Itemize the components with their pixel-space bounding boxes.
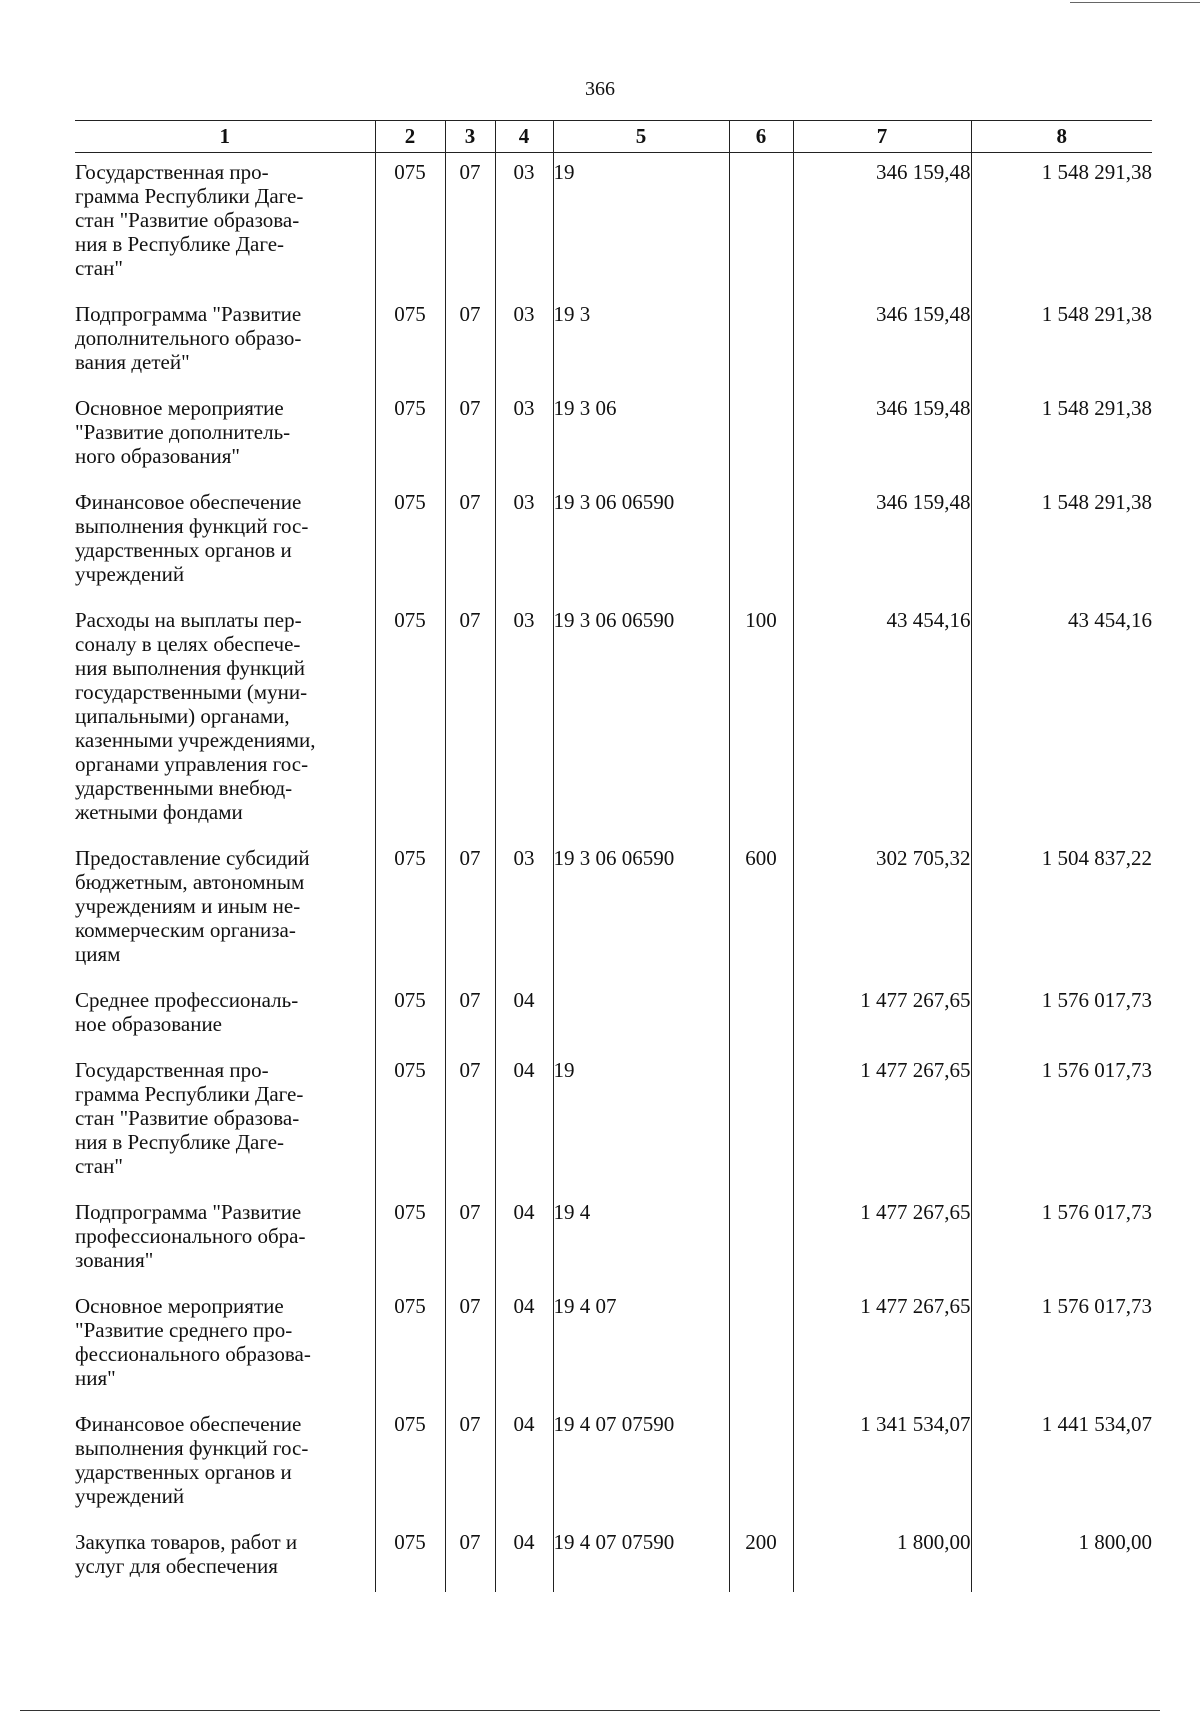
cell-section: 07 — [445, 152, 495, 294]
row-description: Подпрограмма "Развитие профессионального обра- зования" — [75, 1192, 375, 1286]
cell-amount-col8: 1 576 017,73 — [971, 1050, 1152, 1192]
cell-amount-col8: 1 548 291,38 — [971, 388, 1152, 482]
table-row — [75, 152, 1152, 294]
cell-ministry-code: 075 — [375, 482, 445, 600]
cell-amount-col8: 1 576 017,73 — [971, 1192, 1152, 1286]
column-header: 2 — [375, 120, 445, 152]
cell-expense-type — [729, 1192, 793, 1286]
cell-section: 07 — [445, 838, 495, 980]
cell-amount-col7: 1 341 534,07 — [793, 1404, 971, 1522]
cell-target-article: 19 3 06 06590 — [553, 838, 729, 980]
cell-section: 07 — [445, 1192, 495, 1286]
cell-subsection: 04 — [495, 1050, 553, 1192]
row-description: Финансовое обеспечение выполнения функций гос- ударственных органов и учреждений — [75, 1404, 375, 1522]
table-row — [75, 294, 1152, 388]
cell-expense-type — [729, 294, 793, 388]
row-description: Финансовое обеспечение выполнения функций гос- ударственных органов и учреждений — [75, 482, 375, 600]
header-row — [75, 120, 1152, 152]
row-description: Государственная про- грамма Республики Даге- стан "Развитие образова- ния в Республике Даге- стан" — [75, 152, 375, 294]
cell-ministry-code: 075 — [375, 152, 445, 294]
page-number: 366 — [585, 78, 615, 100]
cell-ministry-code: 075 — [375, 1192, 445, 1286]
cell-subsection: 03 — [495, 294, 553, 388]
cell-amount-col7: 346 159,48 — [793, 152, 971, 294]
table-row — [75, 1286, 1152, 1404]
cell-amount-col8: 1 548 291,38 — [971, 294, 1152, 388]
cell-ministry-code: 075 — [375, 600, 445, 838]
row-description: Среднее профессиональ- ное образование — [75, 980, 375, 1050]
cell-target-article: 19 3 06 — [553, 388, 729, 482]
cell-target-article: 19 4 — [553, 1192, 729, 1286]
cell-ministry-code: 075 — [375, 294, 445, 388]
table-row — [75, 482, 1152, 600]
cell-target-article: 19 — [553, 152, 729, 294]
cell-ministry-code: 075 — [375, 1286, 445, 1404]
cell-section: 07 — [445, 1286, 495, 1404]
cell-amount-col7: 1 477 267,65 — [793, 980, 971, 1050]
cell-amount-col8: 1 800,00 — [971, 1522, 1152, 1592]
column-header: 3 — [445, 120, 495, 152]
cell-target-article: 19 4 07 07590 — [553, 1522, 729, 1592]
column-header: 8 — [971, 120, 1152, 152]
cell-section: 07 — [445, 1522, 495, 1592]
column-header: 5 — [553, 120, 729, 152]
cell-subsection: 03 — [495, 482, 553, 600]
cell-ministry-code: 075 — [375, 1522, 445, 1592]
cell-ministry-code: 075 — [375, 980, 445, 1050]
table-row — [75, 1050, 1152, 1192]
cell-subsection: 04 — [495, 980, 553, 1050]
row-description: Расходы на выплаты пер- соналу в целях обеспече- ния выполнения функций государственными (муни- ципальными) органами, казенными учреждениями, органами управления гос- ударственными внебюд- жетными фондами — [75, 600, 375, 838]
cell-amount-col7: 346 159,48 — [793, 388, 971, 482]
cell-expense-type: 200 — [729, 1522, 793, 1592]
cell-amount-col8: 1 576 017,73 — [971, 1286, 1152, 1404]
row-description: Основное мероприятие "Развитие среднего про- фессионального образова- ния" — [75, 1286, 375, 1404]
cell-amount-col8: 1 441 534,07 — [971, 1404, 1152, 1522]
cell-amount-col8: 1 548 291,38 — [971, 152, 1152, 294]
cell-target-article: 19 3 — [553, 294, 729, 388]
budget-table — [75, 120, 1152, 1592]
cell-target-article: 19 3 06 06590 — [553, 482, 729, 600]
cell-amount-col7: 1 477 267,65 — [793, 1050, 971, 1192]
cell-amount-col7: 1 800,00 — [793, 1522, 971, 1592]
cell-target-article — [553, 980, 729, 1050]
header-divider — [75, 152, 1152, 153]
table-row — [75, 388, 1152, 482]
cell-section: 07 — [445, 1050, 495, 1192]
cell-expense-type — [729, 152, 793, 294]
table-row — [75, 1522, 1152, 1592]
table-row — [75, 1404, 1152, 1522]
cell-section: 07 — [445, 294, 495, 388]
cell-expense-type — [729, 1404, 793, 1522]
cell-expense-type — [729, 482, 793, 600]
cell-expense-type — [729, 980, 793, 1050]
cell-section: 07 — [445, 482, 495, 600]
cell-subsection: 04 — [495, 1286, 553, 1404]
cell-amount-col8: 1 576 017,73 — [971, 980, 1152, 1050]
cell-subsection: 04 — [495, 1192, 553, 1286]
cell-amount-col7: 43 454,16 — [793, 600, 971, 838]
cell-ministry-code: 075 — [375, 388, 445, 482]
table-row — [75, 1192, 1152, 1286]
cell-target-article: 19 4 07 07590 — [553, 1404, 729, 1522]
column-header: 6 — [729, 120, 793, 152]
cell-ministry-code: 075 — [375, 1050, 445, 1192]
cell-subsection: 03 — [495, 600, 553, 838]
cell-expense-type: 600 — [729, 838, 793, 980]
row-description: Государственная про- грамма Республики Даге- стан "Развитие образова- ния в Республике Даге- стан" — [75, 1050, 375, 1192]
column-header: 1 — [75, 120, 375, 152]
cell-section: 07 — [445, 388, 495, 482]
scan-edge-mark — [1070, 2, 1200, 3]
cell-subsection: 03 — [495, 388, 553, 482]
cell-section: 07 — [445, 1404, 495, 1522]
row-description: Основное мероприятие "Развитие дополнитель- ного образования" — [75, 388, 375, 482]
cell-subsection: 03 — [495, 838, 553, 980]
table-top-rule — [75, 120, 1152, 121]
cell-ministry-code: 075 — [375, 838, 445, 980]
cell-amount-col7: 346 159,48 — [793, 294, 971, 388]
cell-section: 07 — [445, 980, 495, 1050]
cell-amount-col7: 1 477 267,65 — [793, 1286, 971, 1404]
cell-target-article: 19 3 06 06590 — [553, 600, 729, 838]
cell-expense-type — [729, 388, 793, 482]
cell-section: 07 — [445, 600, 495, 838]
cell-amount-col7: 1 477 267,65 — [793, 1192, 971, 1286]
cell-target-article: 19 4 07 — [553, 1286, 729, 1404]
cell-subsection: 03 — [495, 152, 553, 294]
cell-amount-col8: 1 548 291,38 — [971, 482, 1152, 600]
table-row — [75, 980, 1152, 1050]
cell-expense-type — [729, 1050, 793, 1192]
table-row — [75, 600, 1152, 838]
cell-subsection: 04 — [495, 1522, 553, 1592]
cell-subsection: 04 — [495, 1404, 553, 1522]
column-header: 7 — [793, 120, 971, 152]
cell-amount-col8: 43 454,16 — [971, 600, 1152, 838]
row-description: Подпрограмма "Развитие дополнительного образо- вания детей" — [75, 294, 375, 388]
cell-target-article: 19 — [553, 1050, 729, 1192]
cell-expense-type: 100 — [729, 600, 793, 838]
row-description: Предоставление субсидий бюджетным, автономным учреждениям и иным не- коммерческим организа- циям — [75, 838, 375, 980]
page-bottom-rule — [20, 1710, 1160, 1711]
table-row — [75, 838, 1152, 980]
cell-amount-col7: 302 705,32 — [793, 838, 971, 980]
row-description: Закупка товаров, работ и услуг для обеспечения — [75, 1522, 375, 1592]
cell-amount-col8: 1 504 837,22 — [971, 838, 1152, 980]
cell-ministry-code: 075 — [375, 1404, 445, 1522]
cell-amount-col7: 346 159,48 — [793, 482, 971, 600]
column-header: 4 — [495, 120, 553, 152]
cell-expense-type — [729, 1286, 793, 1404]
